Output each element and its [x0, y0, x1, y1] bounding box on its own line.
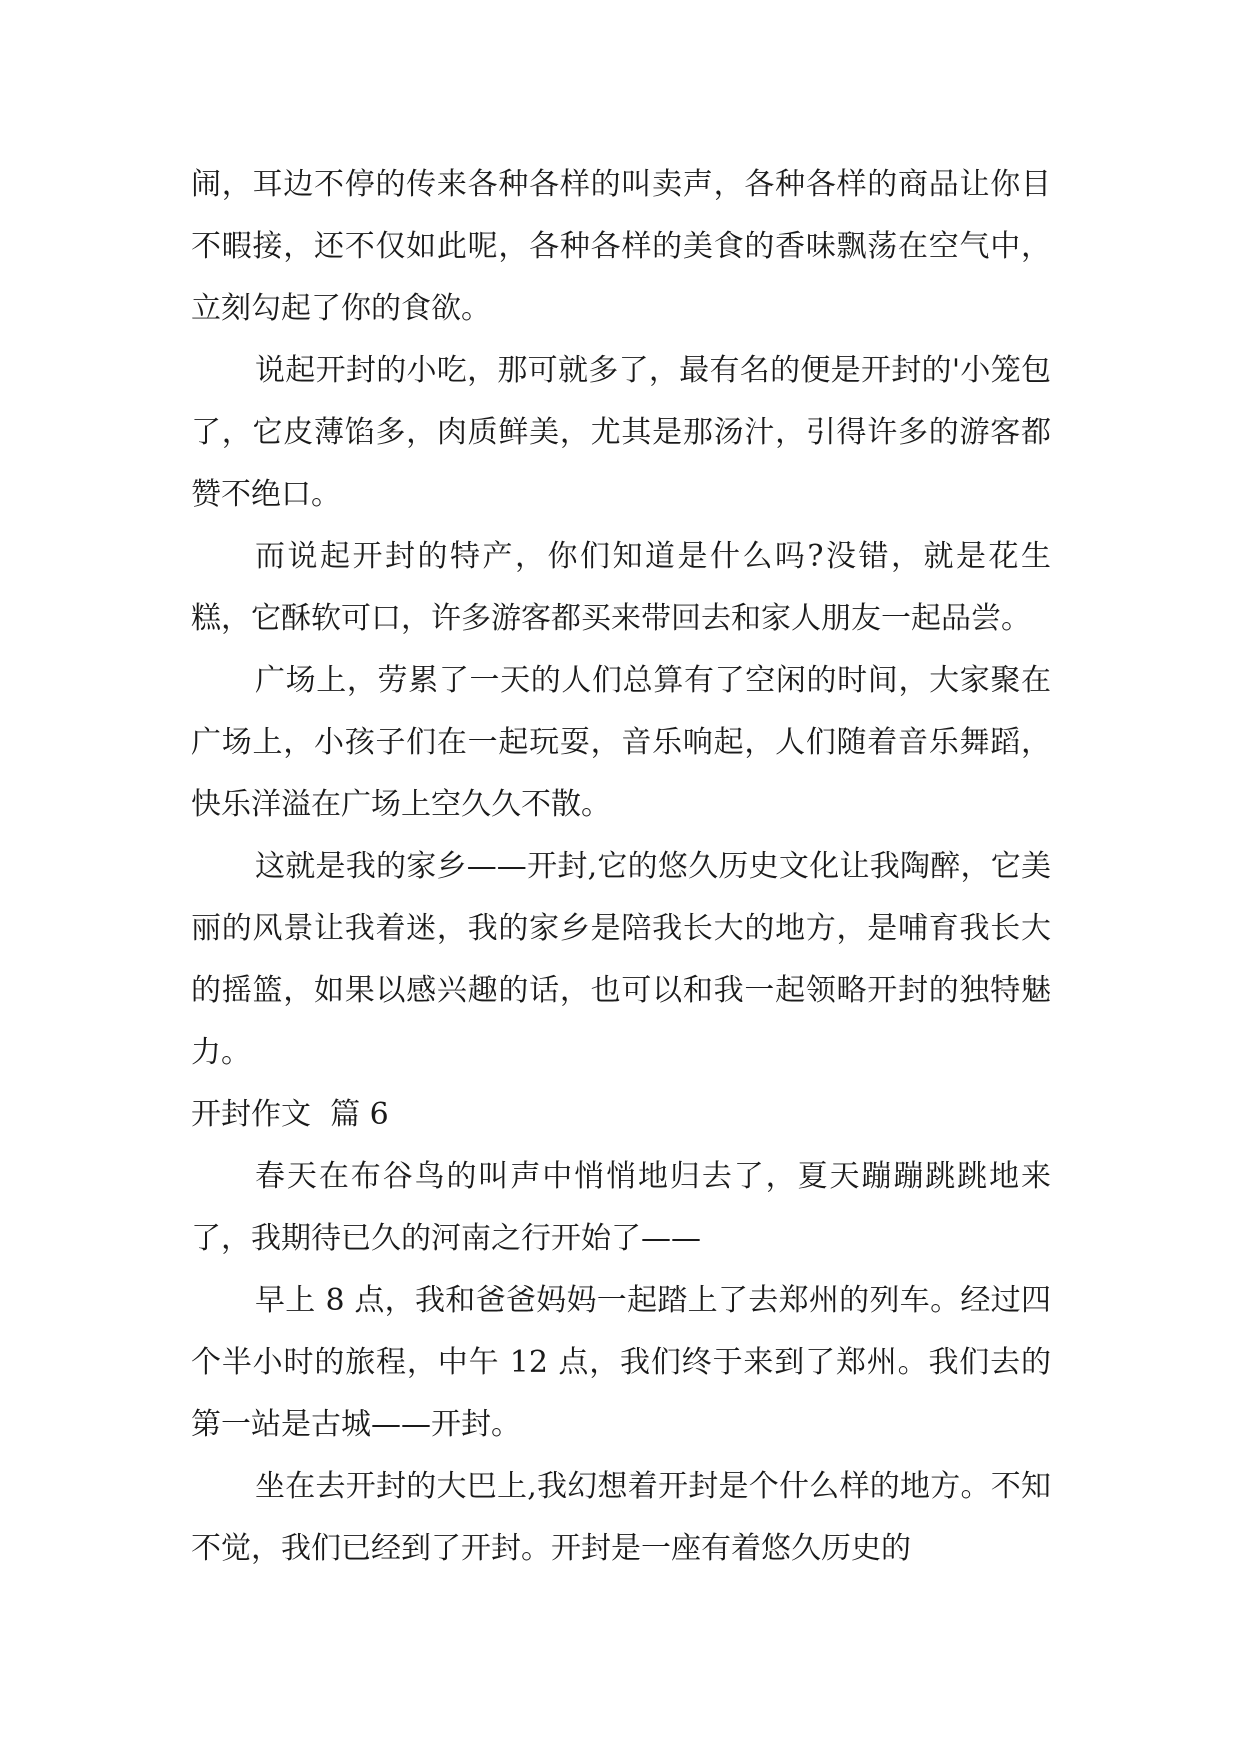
paragraph-train: 早上 8 点，我和爸爸妈妈一起踏上了去郑州的列车。经过四个半小时的旅程，中午 12 点，我们终于来到了郑州。我们去的第一站是古城——开封。	[191, 1283, 1051, 1442]
paragraph-specialty: 而说起开封的特产，你们知道是什么吗?没错，就是花生糕，它酥软可口，许多游客都买来带回去和家人朋友一起品尝。	[191, 539, 1051, 636]
paragraph-xiaolongbao: 说起开封的小吃，那可就多了，最有名的便是开封的'小笼包了，它皮薄馅多，肉质鲜美，尤其是那汤汁，引得许多的游客都赞不绝口。	[191, 353, 1051, 512]
paragraph-continuation: 闹，耳边不停的传来各种各样的叫卖声，各种各样的商品让你目不暇接，还不仅如此呢，各种各样的美食的香味飘荡在空气中，立刻勾起了你的食欲。	[191, 167, 1051, 326]
paragraph-hometown: 这就是我的家乡——开封,它的悠久历史文化让我陶醉，它美丽的风景让我着迷，我的家乡是陪我长大的地方，是哺育我长大的摇篮，如果以感兴趣的话，也可以和我一起领略开封的独特魅力。	[191, 849, 1051, 1070]
section-heading: 开封作文 篇 6	[191, 1097, 389, 1132]
paragraph-spring: 春天在布谷鸟的叫声中悄悄地归去了，夏天蹦蹦跳跳地来了，我期待已久的河南之行开始了——	[191, 1159, 1051, 1256]
paragraph-square: 广场上，劳累了一天的人们总算有了空闲的时间，大家聚在广场上，小孩子们在一起玩耍，音乐响起，人们随着音乐舞蹈，快乐洋溢在广场上空久久不散。	[191, 663, 1051, 822]
document-body	[191, 154, 1051, 1580]
paragraph-bus: 坐在去开封的大巴上,我幻想着开封是个什么样的地方。不知不觉，我们已经到了开封。开封是一座有着悠久历史的	[191, 1469, 1051, 1566]
